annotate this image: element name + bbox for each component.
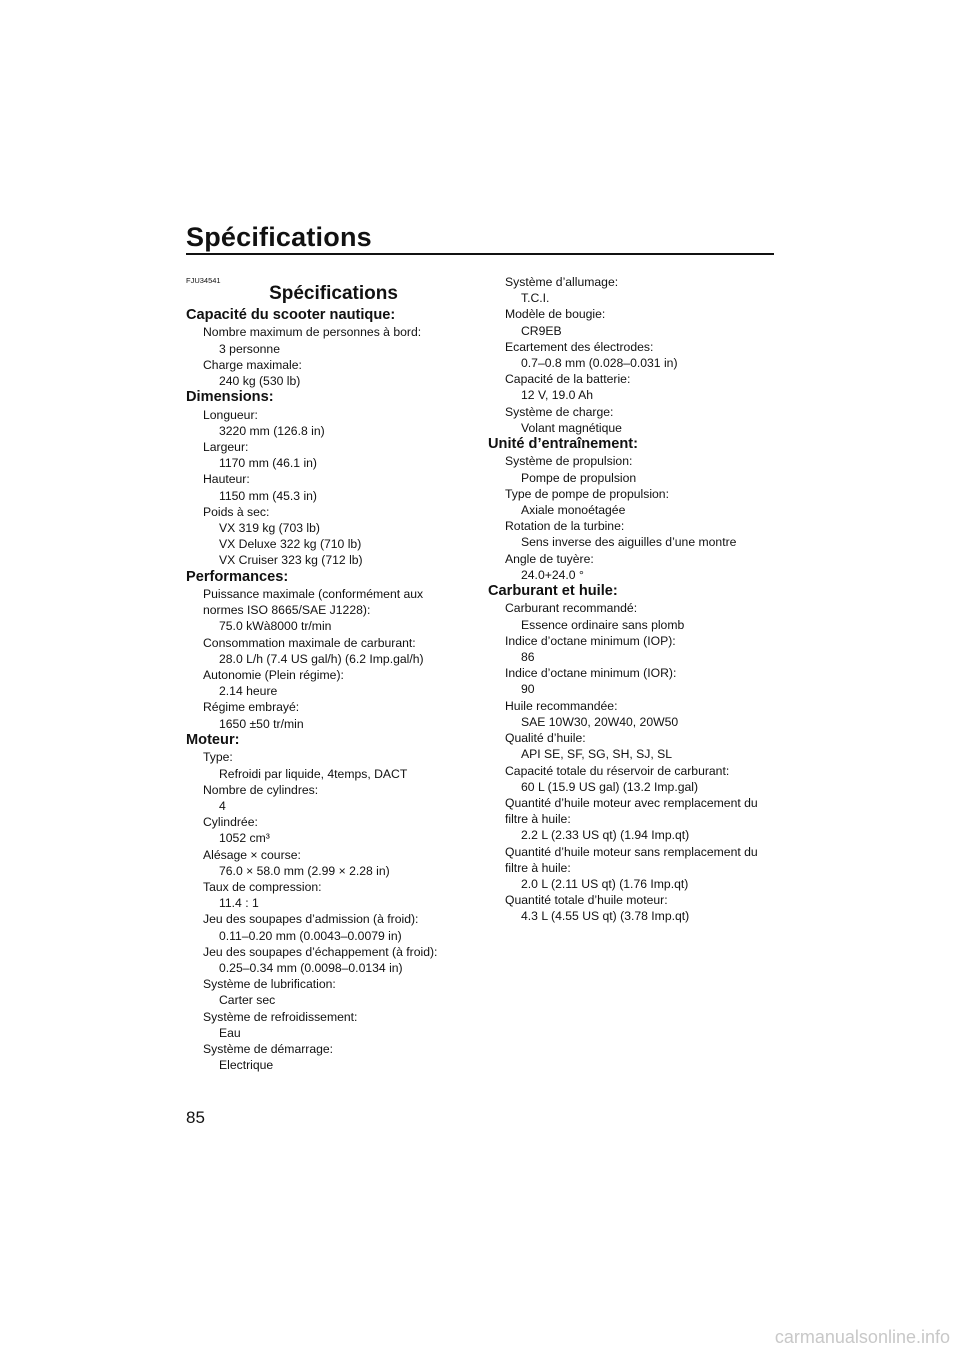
spec-label: Carburant recommandé: <box>505 601 638 616</box>
spec-label: Capacité de la batterie: <box>505 372 631 387</box>
spec-value: 76.0 × 58.0 mm (2.99 × 2.28 in) <box>219 863 390 878</box>
spec-label: Système de démarrage: <box>203 1041 334 1056</box>
spec-label: Indice d’octane minimum (IOP): <box>505 633 676 648</box>
spec-value: 0.11–0.20 mm (0.0043–0.0079 in) <box>219 928 402 943</box>
spec-label: Système de refroidissement: <box>203 1009 358 1024</box>
spec-label: Modèle de bougie: <box>505 307 606 322</box>
spec-value: 0.7–0.8 mm (0.028–0.031 in) <box>521 356 678 371</box>
spec-label: Poids à sec: <box>203 504 270 519</box>
spec-label: Nombre maximum de personnes à bord: <box>203 325 422 340</box>
spec-label: Régime embrayé: <box>203 700 300 715</box>
spec-label: Consommation maximale de carburant: <box>203 635 416 650</box>
spec-label: Puissance maximale (conformément aux <box>203 587 424 602</box>
spec-value: Sens inverse des aiguilles d’une montre <box>521 535 737 550</box>
spec-value: VX Cruiser 323 kg (712 lb) <box>219 553 363 568</box>
spec-label: Angle de tuyère: <box>505 551 594 566</box>
spec-value: CR9EB <box>521 323 562 338</box>
spec-label: Système de propulsion: <box>505 454 633 469</box>
spec-value: 4 <box>219 798 226 813</box>
spec-value: 3 personne <box>219 341 280 356</box>
spec-value: 2.2 L (2.33 US qt) (1.94 Imp.qt) <box>521 828 690 843</box>
spec-label: Capacité totale du réservoir de carburant: <box>505 763 730 778</box>
section-title: Dimensions: <box>186 389 274 406</box>
section-title: Performances: <box>186 568 289 585</box>
spec-label: Cylindrée: <box>203 815 258 830</box>
spec-value: Electrique <box>219 1058 274 1073</box>
spec-value: 2.0 L (2.11 US qt) (1.76 Imp.qt) <box>521 876 689 891</box>
spec-value: Refroidi par liquide, 4temps, DACT <box>219 766 408 781</box>
spec-value: Volant magnétique <box>521 420 622 435</box>
spec-label: normes ISO 8665/SAE J1228): <box>203 603 371 618</box>
spec-value: SAE 10W30, 20W40, 20W50 <box>521 714 679 729</box>
spec-label: Rotation de la turbine: <box>505 519 625 534</box>
spec-label: Type: <box>203 750 233 765</box>
spec-value: 1650 ±50 tr/min <box>219 716 304 731</box>
spec-value: 86 <box>521 650 535 665</box>
spec-label: filtre à huile: <box>505 860 571 875</box>
spec-value: Essence ordinaire sans plomb <box>521 617 685 632</box>
spec-value: 24.0+24.0 ° <box>521 567 584 582</box>
section-title: Capacité du scooter nautique: <box>186 307 396 323</box>
spec-label: Système de charge: <box>505 404 614 419</box>
spec-value: 1052 cm³ <box>219 831 270 846</box>
spec-label: Autonomie (Plein régime): <box>203 668 344 683</box>
spec-value: 11.4 : 1 <box>219 896 259 911</box>
spec-value: 90 <box>521 682 535 697</box>
spec-label: Quantité totale d’huile moteur: <box>505 893 668 908</box>
spec-value: 4.3 L (4.55 US qt) (3.78 Imp.qt) <box>521 909 690 924</box>
spec-label: Huile recommandée: <box>505 698 618 713</box>
spec-label: Jeu des soupapes d’échappement (à froid): <box>203 944 438 959</box>
spec-column-right <box>488 274 778 925</box>
spec-label: Alésage × course: <box>203 847 301 862</box>
spec-value: Carter sec <box>219 993 276 1008</box>
spec-label: Nombre de cylindres: <box>203 782 319 797</box>
spec-value: 1150 mm (45.3 in) <box>219 488 317 503</box>
watermark-url: carmanualsonline.info <box>774 1327 950 1347</box>
spec-value: 28.0 L/h (7.4 US gal/h) (6.2 Imp.gal/h) <box>219 651 424 666</box>
spec-label: filtre à huile: <box>505 812 571 827</box>
spec-value: 2.14 heure <box>219 684 278 699</box>
spec-value: 0.25–0.34 mm (0.0098–0.0134 in) <box>219 960 403 975</box>
page-number: 85 <box>186 1108 205 1127</box>
page-header-title: Spécifications <box>186 222 372 252</box>
spec-value: 60 L (15.9 US gal) (13.2 Imp.gal) <box>521 779 699 794</box>
spec-label: Système de lubrification: <box>203 977 336 992</box>
doc-code: FJU34541 <box>186 276 221 285</box>
spec-column-left <box>186 274 471 1073</box>
spec-value: T.C.I. <box>521 291 550 306</box>
spec-value: 75.0 kWà8000 tr/min <box>219 619 332 634</box>
spec-label: Quantité d’huile moteur sans remplacement du <box>505 844 758 859</box>
spec-label: Longueur: <box>203 407 258 422</box>
spec-label: Jeu des soupapes d’admission (à froid): <box>203 912 419 927</box>
spec-label: Quantité d’huile moteur avec remplacement du <box>505 795 758 810</box>
spec-value: 3220 mm (126.8 in) <box>219 423 325 438</box>
spec-value: Axiale monoétagée <box>521 503 626 518</box>
spec-label: Système d’allumage: <box>505 275 619 289</box>
spec-value: Eau <box>219 1025 241 1040</box>
spec-value: 12 V, 19.0 Ah <box>521 388 594 403</box>
spec-label: Taux de compression: <box>203 879 322 894</box>
spec-label: Indice d’octane minimum (IOR): <box>505 666 677 681</box>
section-title: Moteur: <box>186 731 240 748</box>
header-rule <box>186 253 774 255</box>
spec-label: Largeur: <box>203 440 249 455</box>
spec-value: Pompe de propulsion <box>521 470 637 485</box>
spec-label: Type de pompe de propulsion: <box>505 486 669 501</box>
spec-label: Charge maximale: <box>203 357 302 372</box>
spec-label: Ecartement des électrodes: <box>505 339 654 354</box>
spec-value: API SE, SF, SG, SH, SJ, SL <box>521 747 673 762</box>
spec-value: 240 kg (530 lb) <box>219 374 301 389</box>
spec-value: VX 319 kg (703 lb) <box>219 521 320 536</box>
section-title: Carburant et huile: <box>488 583 618 600</box>
spec-value: 1170 mm (46.1 in) <box>219 456 317 471</box>
spec-label: Qualité d’huile: <box>505 731 586 746</box>
spec-label: Hauteur: <box>203 472 250 487</box>
spec-value: VX Deluxe 322 kg (710 lb) <box>219 537 362 552</box>
main-title: Spécifications <box>269 283 398 304</box>
section-title: Unité d’entraînement: <box>488 436 639 453</box>
